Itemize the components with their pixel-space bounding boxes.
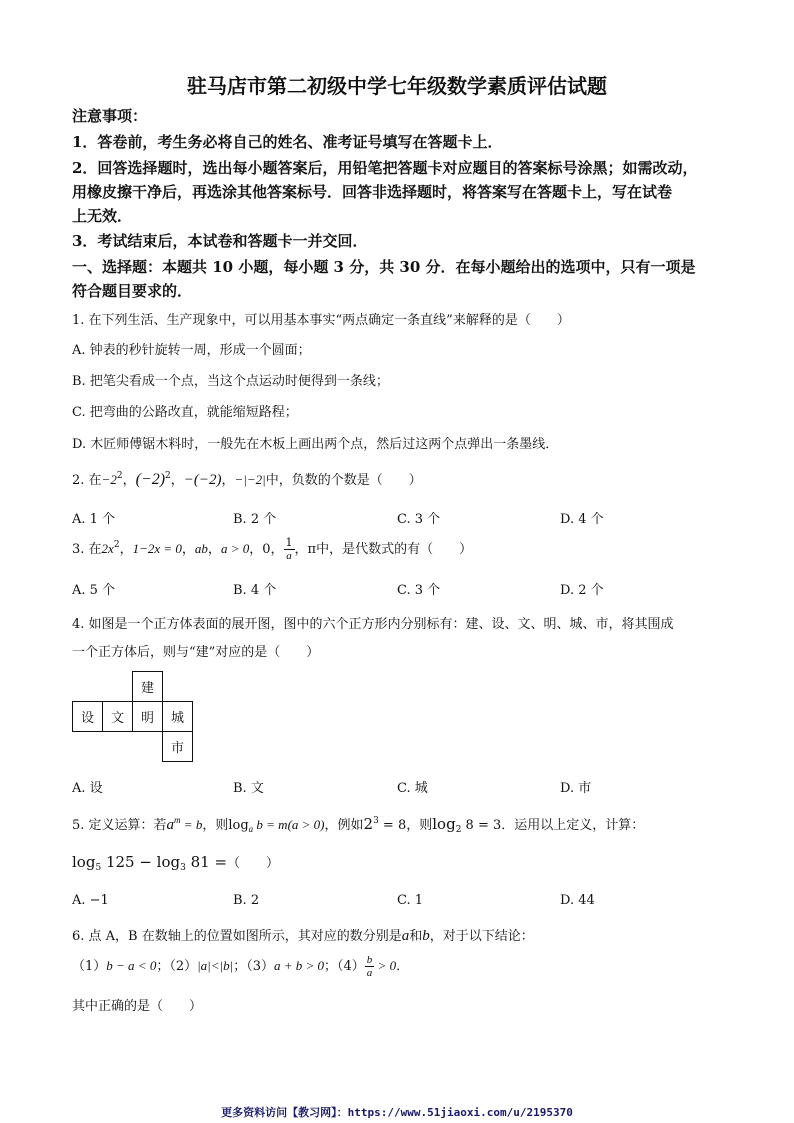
q5-expression: $\log_5 125 - \log_3 81$ =（ ） [72,853,280,873]
note-2-line-1: 2．回答选择题时，选出每小题答案后，用铅笔把答题卡对应题目的答案标号涂黑；如需改动， [72,159,698,177]
q2-option-c: C. 3 个 [397,512,441,527]
cube-face-ming: 明 [132,701,163,732]
q1-option-c: C. 把弯曲的公路改直，就能缩短路程； [72,405,298,420]
q3-option-b: B. 4 个 [233,583,277,598]
q1-option-a: A. 钟表的秒针旋转一周，形成一个圆面； [72,343,311,358]
note-2-line-3: 上无效． [72,207,133,225]
q5-option-c: C. 1 [397,893,424,908]
q4-option-a: A. 设 [72,781,103,796]
cube-net-figure [72,671,192,761]
cube-face-jian: 建 [132,671,163,702]
q6-fraction: $\frac{b}{a}$ [366,954,373,979]
q2-stem: 2. 在$-2^2$，$(-2)^2$，−(−2)，−|−2|中，负数的个数是（ ） [72,471,422,488]
footer-link[interactable]: 更多资料访问【教习网】：https://www.51jiaoxi.com/u/2195370 [221,1106,573,1119]
q4-option-c: C. 城 [397,781,428,796]
q3-option-c: C. 3 个 [397,583,441,598]
q3-fraction: $\frac{1}{a}$ [285,536,293,562]
cube-face-wen: 文 [102,701,133,732]
q1-option-b: B. 把笔尖看成一个点，当这个点运动时便得到一条线； [72,374,389,389]
q6-conclusions: （1）b − a < 0；（2）|a|<|b|；（3）a + b > 0；（4） $\frac{b}{a}$ > 0． [72,954,410,979]
q4-option-b: B. 文 [233,781,264,796]
q3-stem: 3. 在$2x^2$，1−2x = 0，ab，a > 0，0， $\frac{1}{a}$ ，π中，是代数式的有（ ） [72,536,473,562]
note-1: 1．答卷前，考生务必将自己的姓名、准考证号填写在答题卡上． [72,133,503,151]
section-1-line-2: 符合题目要求的． [72,282,193,300]
cube-face-shi: 市 [162,731,193,762]
q4-stem-line-1: 4. 如图是一个正方体表面的展开图，图中的六个正方形内分别标有：建、设、文、明、城、市，将其围成 [72,617,674,632]
q2-option-a: A. 1 个 [72,512,116,527]
notes-header: 注意事项： [72,107,148,125]
q6-question: 其中正确的是（ ） [72,999,203,1014]
q2-option-b: B. 2 个 [233,512,277,527]
note-3: 3．考试结束后，本试卷和答题卡一并交回． [72,232,368,250]
q4-option-d: D. 市 [560,781,592,796]
q1-stem: 1. 在下列生活、生产现象中，可以用基本事实“两点确定一条直线”来解释的是（ ） [72,313,570,328]
note-2-line-2: 用橡皮擦干净后，再选涂其他答案标号．回答非选择题时，将答案写在答题卡上，写在试卷 [72,183,673,201]
cube-face-she: 设 [72,701,103,732]
q2-option-d: D. 4 个 [560,512,604,527]
cube-face-cheng: 城 [162,701,193,732]
q3-option-a: A. 5 个 [72,583,116,598]
q5-stem-line-1: 5. 定义运算：若$a^m = b$，则$\log_a b = m(a > 0)$，例如$2^3 = 8$，则$\log_2 8 = 3$．运用以上定义，计算： [72,815,645,835]
q1-option-d: D. 木匠师傅锯木料时，一般先在木板上画出两个点，然后过这两个点弹出一条墨线． [72,437,559,452]
q5-option-b: B. 2 [233,893,260,908]
q5-option-d: D. 44 [560,893,595,908]
q4-stem-line-2: 一个正方体后，则与“建”对应的是（ ） [72,645,320,660]
section-1-line-1: 一、选择题：本题共 10 小题，每小题 3 分，共 30 分．在每小题给出的选项中，只有一项是 [72,258,696,276]
page-title: 驻马店市第二初级中学七年级数学素质评估试题 [187,74,607,98]
q5-option-a: A. −1 [72,893,109,908]
q3-option-d: D. 2 个 [560,583,604,598]
q6-stem: 6. 点 A，B 在数轴上的位置如图所示，其对应的数分别是a和b，对于以下结论： [72,928,534,944]
